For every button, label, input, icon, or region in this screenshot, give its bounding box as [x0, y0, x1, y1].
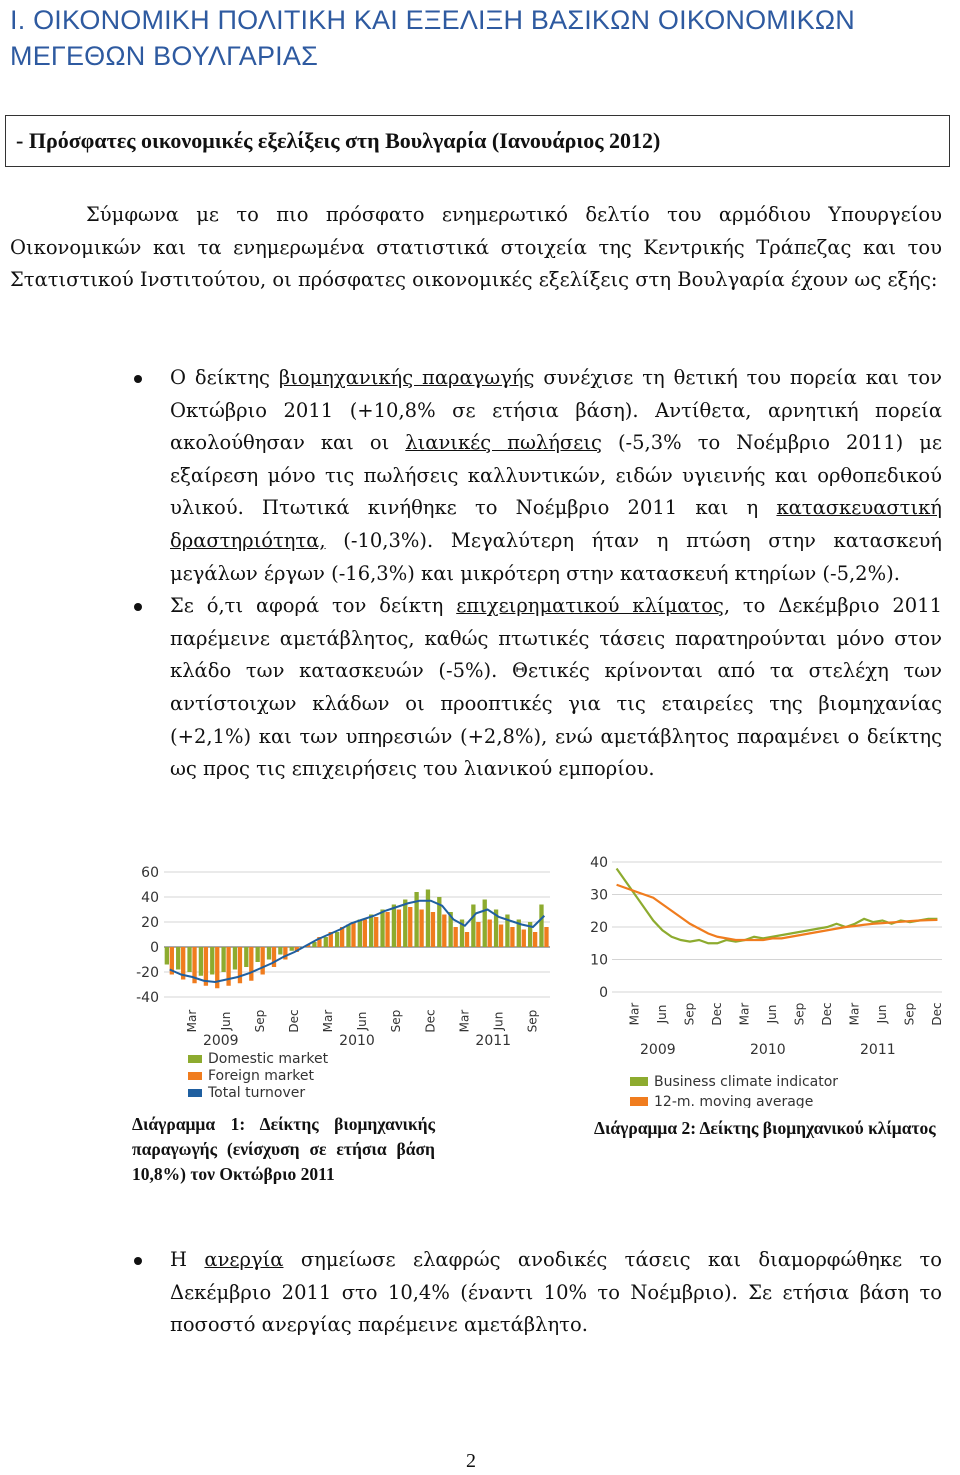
year-label: 2009 — [640, 1042, 676, 1058]
bar — [165, 947, 169, 965]
bar — [335, 932, 339, 947]
page-title: Ι. ΟΙΚΟΝΟΜΙΚΗ ΠΟΛΙΤΙΚΗ ΚΑΙ ΕΞΕΛΙΞΗ ΒΑΣΙΚΩΝ ΟΙΚΟΝΟΜΙΚΩΝ ΜΕΓΕΘΩΝ ΒΟΥΛΓΑΡΙΑΣ — [10, 5, 855, 71]
y-tick-label: -20 — [136, 965, 159, 981]
term-construction-activity: κατασκευαστική δραστηριότητα, — [170, 496, 942, 552]
y-tick-label: 60 — [141, 865, 159, 881]
subtitle-box — [5, 115, 950, 167]
y-tick-label: 30 — [590, 887, 608, 904]
bullet-text: σημείωσε ελαφρώς ανοδικές τάσεις και διαμορφώθηκε το Δεκέμβριο 2011 στο 10,4% (έναντι 10% το Νοέμβριο). Σε ετήσια βάση το ποσοστό ανεργίας παρέμεινε αμετάβλητο. — [170, 1248, 942, 1337]
bar — [256, 947, 260, 962]
x-tick-label: Mar — [457, 1009, 472, 1033]
y-tick-label: 20 — [590, 920, 608, 936]
y-tick-label: 40 — [590, 855, 608, 871]
bullet-unemployment — [0, 1244, 942, 1342]
bar — [499, 925, 503, 948]
y-tick-label: 40 — [141, 890, 159, 906]
chart1-axes — [136, 865, 550, 1049]
chart2-lines — [617, 869, 938, 944]
bar — [408, 907, 412, 947]
x-tick-label: Dec — [819, 1002, 834, 1026]
bullet-icon — [134, 375, 142, 383]
term-unemployment: ανεργία — [204, 1248, 284, 1271]
bar — [261, 947, 265, 975]
bullet-text: (-10,3%). Μεγαλύτερη ήταν η πτώση στην κατασκευή μεγάλων έργων (-16,3%) και μικρότερη στην κατασκευή κτηρίων (-5,2%). — [170, 528, 942, 585]
y-tick-label: -40 — [136, 990, 159, 1006]
y-tick-label: 0 — [599, 985, 608, 1001]
y-tick-label: 20 — [141, 915, 159, 931]
bar — [221, 947, 225, 972]
bar — [483, 900, 487, 948]
business-climate-chart — [588, 848, 948, 1108]
bullet-icon — [134, 1257, 142, 1265]
legend-label: Total turnover — [208, 1085, 306, 1101]
year-label: 2010 — [750, 1042, 786, 1058]
x-tick-label: Jun — [355, 1011, 370, 1031]
bullet-icon — [134, 603, 142, 611]
year-label: 2011 — [475, 1033, 512, 1049]
bar — [369, 915, 373, 948]
bullet-business-climate — [0, 590, 942, 786]
x-tick-label: Dec — [287, 1009, 302, 1033]
bar — [442, 915, 446, 948]
legend-swatch — [630, 1097, 648, 1106]
bar — [290, 947, 294, 951]
industrial-production-chart — [132, 855, 552, 1105]
x-tick-label: Jun — [764, 1004, 779, 1024]
bullet-list-2 — [0, 1244, 942, 1342]
bullet-text: , το Δεκέμβριο 2011 παρέμεινε αμετάβλητος, καθώς πτωτικές τάσεις παρατηρούνται μόνο στον κλάδο των κατασκευών (-5%). Θετικές κρίνονται από τα στελέχη των αντίστοιχων κλάδων οι προοπτικές για τις εταιρείες της βιομηχανίας (+2,1%) και των υπηρεσιών (+2,8%), ενώ αμετάβλητος παραμένει ο δείκτης ως προς τις επιχειρήσεις του λιανικού εμπορίου. — [170, 594, 943, 781]
legend-swatch — [188, 1089, 202, 1097]
bar — [426, 890, 430, 948]
bar — [522, 930, 526, 948]
chart1-bars — [165, 890, 549, 989]
x-tick-label: Jun — [491, 1011, 506, 1031]
year-label: 2010 — [339, 1033, 375, 1049]
x-tick-label: Mar — [184, 1009, 199, 1033]
bar — [454, 927, 458, 947]
x-tick-label: Sep — [253, 1009, 267, 1033]
bar — [488, 920, 492, 948]
bar — [187, 947, 191, 972]
bar — [471, 905, 475, 948]
bullet-text: Η — [170, 1248, 205, 1271]
legend-label: Foreign market — [208, 1068, 314, 1084]
page-number: 2 — [466, 1450, 476, 1472]
y-tick-label: 10 — [590, 952, 608, 969]
bar — [278, 947, 282, 955]
bullet-industrial-production — [0, 362, 942, 590]
term-industrial-production: βιομηχανικής παραγωγής — [278, 366, 535, 389]
caption-chart-1: Διάγραμμα 1: Δείκτης βιομηχανικής παραγωγής (ενίσχυση σε ετήσια βάση 10,8%) τον Οκτώβριο 2011 — [132, 1114, 435, 1184]
x-tick-label: Dec — [423, 1009, 438, 1033]
bar — [533, 932, 537, 947]
bullet-text: (-5,3% το Νοέμβριο 2011) με εξαίρεση μόνο τις πωλήσεις καλλυντικών, ειδών υγιεινής και ορθοπεδικού υλικού. Πτωτικά κινήθηκε το Νοέμβριο 2011 και η — [170, 431, 943, 520]
x-tick-label: Jun — [218, 1011, 233, 1031]
bar — [267, 947, 271, 960]
chart2-axes — [590, 855, 944, 1058]
x-tick-label: Sep — [792, 1002, 807, 1026]
x-tick-label: Jun — [654, 1004, 669, 1024]
legend-swatch — [630, 1077, 648, 1086]
x-tick-label: Jun — [874, 1004, 889, 1024]
bar — [380, 910, 384, 948]
x-tick-label: Sep — [902, 1002, 917, 1026]
x-tick-label: Sep — [389, 1009, 404, 1033]
term-retail-sales: λιανικές πωλήσεις — [405, 431, 602, 455]
bar — [476, 922, 480, 947]
chart1-legend — [188, 1051, 329, 1101]
x-tick-label: Dec — [929, 1002, 944, 1026]
bar — [244, 947, 248, 967]
bar — [385, 912, 389, 947]
x-tick-label: Sep — [525, 1009, 540, 1033]
bar — [210, 947, 214, 975]
year-label: 2009 — [202, 1033, 239, 1049]
bar — [403, 900, 407, 948]
bar — [397, 910, 401, 948]
bullet-list-1 — [0, 362, 942, 786]
section-subtitle: - Πρόσφατες οικονομικές εξελίξεις στη Βουλγαρία (Ιανουάριος 2012) — [16, 128, 661, 153]
bar — [419, 910, 423, 948]
x-tick-label: Sep — [682, 1002, 697, 1026]
bar — [539, 905, 543, 948]
legend-label: Domestic market — [208, 1051, 329, 1067]
caption-chart-2: Διάγραμμα 2: Δείκτης βιομηχανικού κλίματος — [594, 1118, 936, 1138]
bar — [431, 912, 435, 947]
legend-swatch — [188, 1055, 202, 1063]
bar — [351, 922, 355, 947]
legend-label: 12-m. moving average — [654, 1094, 814, 1108]
x-tick-label: Mar — [627, 1002, 642, 1026]
intro-paragraph: Σύμφωνα με το πιο πρόσφατο ενημερωτικό δελτίο του αρμόδιου Υπουργείου Οικονομικών και τα ενημερωμένα στατιστικά στοιχεία της Κεντρικής Τράπεζας και του Στατιστικού Ινστιτούτου, οι πρόσφατες οικονομικές εξελίξεις στη Βουλγαρία έχουν ως εξής: — [10, 203, 942, 292]
bar — [465, 932, 469, 947]
x-tick-label: Mar — [847, 1002, 862, 1026]
legend-swatch — [188, 1072, 202, 1080]
bullet-text: Ο δείκτης — [170, 366, 279, 389]
bar — [544, 927, 548, 947]
bar — [392, 905, 396, 948]
bar — [176, 947, 180, 970]
bar — [233, 947, 237, 970]
term-business-climate: επιχειρηματικού κλίματος — [456, 594, 724, 618]
bar — [358, 920, 362, 948]
bar — [374, 917, 378, 947]
legend-label: Business climate indicator — [654, 1074, 839, 1090]
x-tick-label: Dec — [709, 1002, 724, 1026]
year-label: 2011 — [860, 1042, 896, 1058]
bar — [510, 927, 514, 947]
x-tick-label: Mar — [321, 1009, 336, 1033]
bar — [199, 947, 203, 976]
x-tick-label: Mar — [737, 1002, 752, 1026]
bar — [324, 937, 328, 947]
bar — [249, 947, 253, 981]
bar — [346, 925, 350, 948]
bar — [363, 920, 367, 948]
bullet-text: Σε ό,τι αφορά τον δείκτη — [170, 594, 457, 618]
chart2-legend — [630, 1074, 838, 1108]
y-tick-label: 0 — [150, 940, 159, 956]
bullet-text: συνέχισε τη θετική του πορεία και τον Οκτώβριο 2011 (+10,8% σε ετήσια βάση). Αντίθετα, αρνητική πορεία ακολούθησαν και οι — [170, 366, 943, 455]
